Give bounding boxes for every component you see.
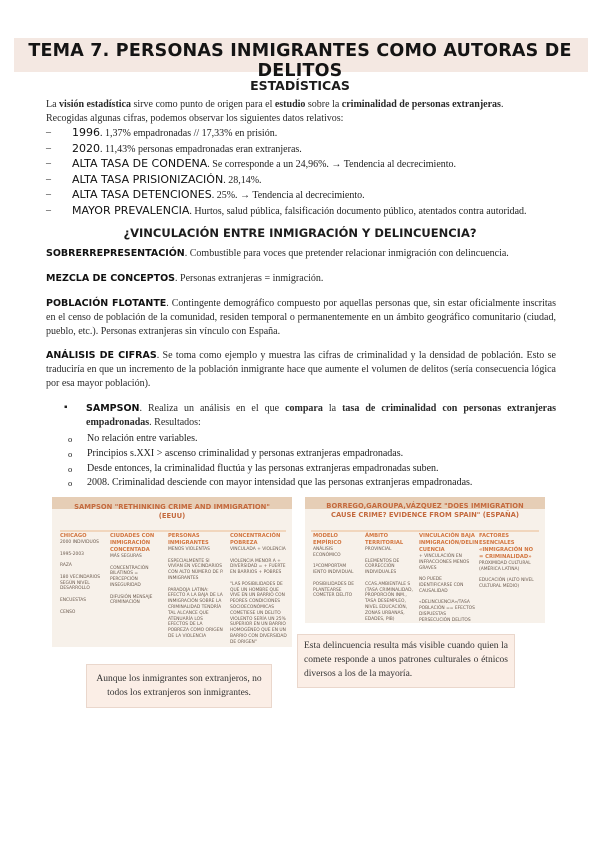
stats-list [46, 126, 566, 220]
panel-title: BORREGO,GAROUPA,VÁZQUEZ "DOES IMMIGRATION CAUSE CRIME? EVIDENCE FROM SPAIN" (ESPAÑA) [326, 502, 524, 519]
page-title: TEMA 7. PERSONAS INMIGRANTES COMO AUTORAS DE DELITOS [28, 41, 572, 81]
divider [60, 530, 286, 532]
bullet-icon: ▪ [64, 402, 68, 413]
list-item: – 1996. 1,37% empadronadas // 17,33% en prisión. [46, 126, 566, 142]
section-heading-vinculacion: ¿VINCULACIÓN ENTRE INMIGRACIÓN Y DELINCUENCIA? [123, 226, 477, 240]
sampson-results-list [68, 432, 568, 491]
list-item: – ALTA TASA DE CONDENA. Se corresponde a un 24,96%. → Tendencia al decrecimiento. [46, 157, 566, 173]
note-box-delincuencia: Esta delincuencia resulta más visible cuando quien la comete responde a unos patrones culturales o étnicos diversos a los de la mayoría. [297, 634, 515, 688]
list-item: o Desde entonces, la criminalidad fluctúa y las personas extranjeras empadronadas suben. [68, 462, 568, 477]
sampson-paragraph: SAMPSON. Realiza un análisis en el que compara la tasa de criminalidad con personas extranjeras empadronadas. Resultados: [86, 403, 556, 428]
infographic-column: FACTORES ESENCIALES «INMIGRACIÓN NO = CRIMINALIDAD» PROXIMIDAD CULTURAL (AMÉRICA LATINA) EDUCACIÓN (ALTO NIVEL CULTURAL MEDIO) [479, 533, 534, 590]
infographic-column: CIUDADES CON INMIGRACIÓN CONCENTADA MÁS SEGURAS CONCENTRACIÓN BILATINOS = PERCEPCIÓN INSEGURIDAD DIFUSIÓN MENSAJE CRIMINACIÓN [110, 533, 155, 606]
infographic-column: ÁMBITO TERRITORIAL PROVINCIAL ELEMENTOS DE CORRECCIÓN INDIVIDUALES CCAS.AMBIENTALE S (TASA CRIMINALIDAD, PROPORCIÓN INM., TASA DESEMPLEO, NIVEL EDUCACIÓN, ZONAS URBANAS, EDADES, PIB) [365, 533, 413, 622]
poblacion-flotante-paragraph: POBLACIÓN FLOTANTE. Contingente demográfico compuesto por aquellas personas que, sin estar oficialmente inscritas en el censo de población de la comunidad, residen temporal o permanentemente en un ámbito geográfico comunitario (ciudad, pueblo, etc.). Personas extranjeras sin vínculo con España. [46, 298, 557, 337]
infographic-column: CONCENTRACIÓN POBREZA VINCULADA + VIOLENCIA VIOLENCIA MENOR A + DIVERSIDAD = + FUERTE EN BARRIOS + POBRES "LAS POSIBILIDADES DE QUE UN HOMBRE QUE VIVE EN UN BARRIO CON PEORES CONDICIONES SOCIOECONÓMICAS COMETIESE UN DELITO VIOLENTO SERÍA UN 25% SUPERIOR EN UN BARRIO HOMOGÉNEO QUE EN UN BARRIO CON DIVERSIDAD DE ORIGEN" [230, 533, 287, 645]
sobrerrepresentacion-paragraph: SOBRERREPRESENTACIÓN. Combustible para voces que pretender relacionar inmigración con delincuencia. [46, 248, 509, 259]
infographic-column: MODELO EMPÍRICO ANÁLISIS ECONÓMICO 1ºCOMPORTAM IENTO INDIVIDUAL POSIBILIDADES DE PLANTEARSE COMETER DELITO [313, 533, 355, 599]
note-box-extranjeros: Aunque los inmigrantes son extranjeros, no todos los extranjeros son inmigrantes. [86, 664, 272, 708]
infographic-column: CHICAGO 2000 INDIVIDUOS 1995-2003 RAZA 180 VECINDARIOS SEGÚN NIVEL DESARROLLO ENCUESTAS CENSO [60, 533, 101, 615]
divider [311, 530, 539, 532]
infographic-column: PERSONAS INMIGRANTES MENOS VIOLENTAS ESPECIALMENTE SI VIVÍAN EN VECINDARIOS CON ALTO NÚMERO DE P. INMIGRANTES PARADOJA LATINA: EFECTO A LA BAJA DE LA INMIGRACIÓN SOBRE LA CRIMINALIDAD TENDRÍA TAL ALCANCE QUE ATENUARÍA LOS EFECTOS DE LA POBREZA COMO ORIGEN DE LA VIOLENCIA [168, 533, 224, 639]
section-heading-estadisticas: ESTADÍSTICAS [250, 78, 350, 93]
list-item: o No relación entre variables. [68, 432, 568, 447]
list-item: – ALTA TASA DETENCIONES. 25%. → Tendencia al decrecimiento. [46, 188, 566, 204]
intro-line-2: Recogidas algunas cifras, podemos observar los siguientes datos relativos: [46, 113, 344, 124]
list-item: – MAYOR PREVALENCIA. Hurtos, salud pública, falsificación documento público, atentados contra autoridad. [46, 204, 566, 220]
list-item: o 2008. Criminalidad desciende con mayor intensidad que las personas extranjeras empadronadas. [68, 476, 568, 491]
intro-paragraph: La visión estadística sirve como punto de origen para el estudio sobre la criminalidad de personas extranjeras. [46, 99, 504, 110]
list-item: o Principios s.XXI > ascenso criminalidad y personas extranjeras empadronadas. [68, 447, 568, 462]
list-item: – ALTA TASA PRISIONIZACIÓN. 28,14%. [46, 173, 566, 189]
infographic-sampson [52, 497, 292, 647]
panel-title: SAMPSON "RETHINKING CRIME AND IMMIGRATION" (EEUU) [74, 503, 270, 520]
list-item: – 2020. 11,43% personas empadronadas eran extranjeras. [46, 142, 566, 158]
analisis-cifras-paragraph: ANÁLISIS DE CIFRAS. Se toma como ejemplo y muestra las cifras de criminalidad y la densidad de población. Esto se traduciría en que un incremento de la población inmigrante hace que aumente el volumen de delitos (sería consecuencia lógica por esa mayor población). [46, 350, 556, 389]
infographic-column: VINCULACIÓN BAJA INMIGRACIÓN/DELIN CUENCIA + VINCULACIÓN EN INFRACCIONES MENOS GRAVES NO PUEDE IDENTIFICARSE CON CAUSALIDAD «DELINCUENCIA»/TASA POBLACIÓN == EFECTOS DISPUESTAS PERSECUCIÓN DELITOS [419, 533, 479, 623]
infographic-borrego [305, 497, 545, 623]
mezcla-paragraph: MEZCLA DE CONCEPTOS. Personas extranjeras = inmigración. [46, 273, 324, 284]
